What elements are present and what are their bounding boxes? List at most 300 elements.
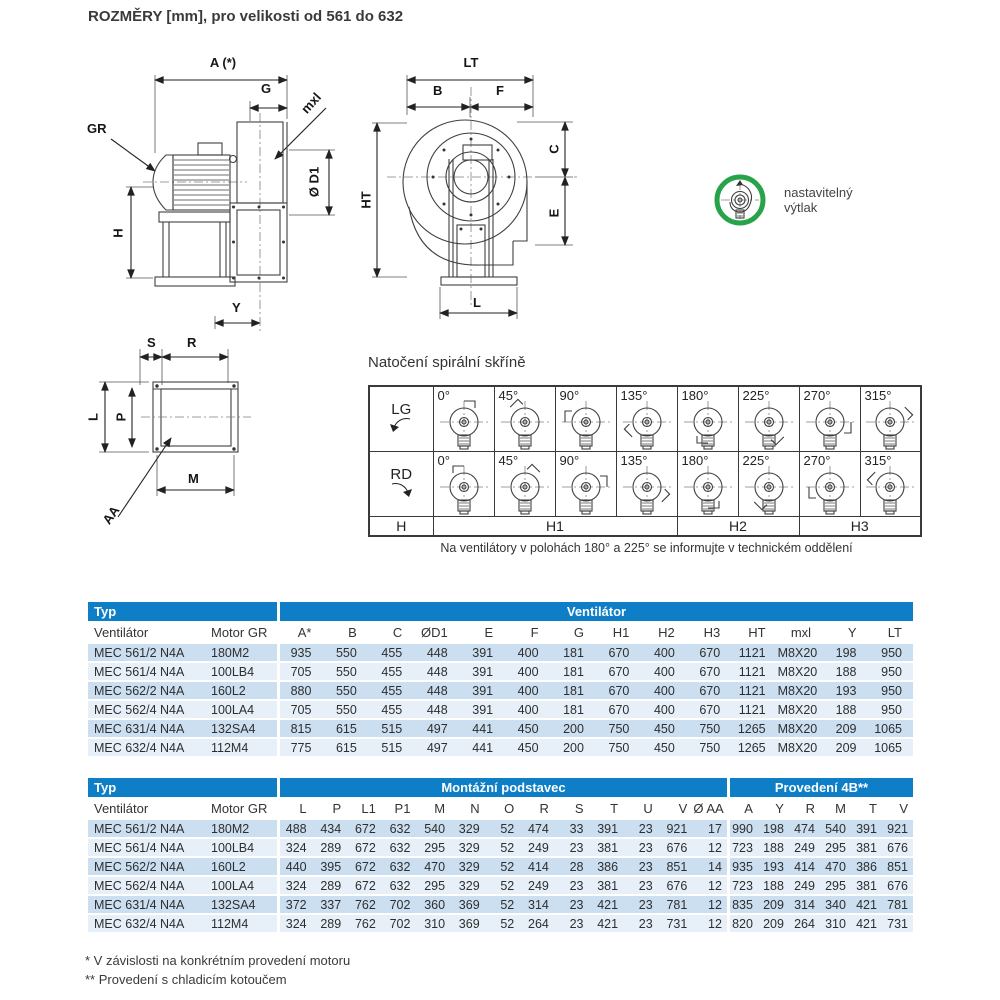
table-cell: 421: [851, 896, 882, 915]
fan-orientation-diagram: [682, 463, 734, 515]
adjustable-outlet-icon: [712, 172, 768, 228]
table-cell: 450: [640, 739, 685, 758]
column-header: G: [550, 621, 595, 644]
rotation-cell-rd-45: [494, 451, 555, 516]
angle-label: 90°: [559, 452, 580, 468]
rotation-cell-rd-0: [433, 451, 494, 516]
table-cell: 23: [554, 915, 589, 934]
page-title: ROZMĚRY [mm], pro velikosti od 561 do 632: [88, 8, 404, 25]
table-cell: 23: [623, 915, 658, 934]
table-cell: 1121: [731, 701, 776, 720]
table-cell: 455: [368, 682, 413, 701]
table-cell: 295: [820, 839, 851, 858]
table-cell: 52: [485, 896, 520, 915]
column-header: M: [415, 797, 450, 820]
base-view-drawing: [85, 335, 365, 560]
table-cell: 23: [623, 877, 658, 896]
ccw-rotation-arrow-icon: [389, 416, 413, 432]
table-cell: 550: [322, 701, 367, 720]
dim-label-mxl: mxl: [297, 89, 325, 117]
rotation-cell-rd-180: [677, 451, 738, 516]
dim-label-aa: AA: [99, 503, 123, 527]
angle-label: 0°: [437, 452, 450, 468]
table-cell: MEC 562/2 N4A: [88, 682, 205, 701]
table-cell: 434: [312, 820, 347, 839]
table-cell: 391: [459, 682, 504, 701]
rotation-row-label-rd: RD: [369, 451, 433, 516]
dim-label-l: L: [473, 295, 481, 310]
angle-label: 90°: [559, 388, 580, 403]
table-cell: 815: [277, 720, 322, 739]
table-cell: 615: [322, 720, 367, 739]
table-cell: 200: [550, 720, 595, 739]
table-cell: 990: [727, 820, 758, 839]
angle-label: 315°: [864, 452, 892, 468]
footnote-1: * V závislosti na konkrétním provedení motoru: [85, 953, 351, 968]
table-cell: 731: [658, 915, 693, 934]
table-cell: M8X20: [777, 663, 822, 682]
table-cell: 474: [519, 820, 554, 839]
table-cell: 264: [519, 915, 554, 934]
table-cell: M8X20: [777, 739, 822, 758]
angle-label: 45°: [498, 452, 519, 468]
table-cell: 421: [588, 896, 623, 915]
table-cell: 264: [789, 915, 820, 934]
table-cell: 200: [550, 739, 595, 758]
table-cell: 448: [413, 682, 458, 701]
column-header: V: [658, 797, 693, 820]
table-cell: MEC 562/4 N4A: [88, 701, 205, 720]
rotation-cell-lg-270: [799, 386, 860, 451]
table-row: [88, 701, 913, 720]
fan-orientation-diagram: [743, 398, 795, 450]
side-view-drawing: [85, 55, 365, 345]
dim-label-s: S: [147, 335, 156, 350]
table-cell: 550: [322, 644, 367, 663]
fan-orientation-diagram: [804, 398, 856, 450]
table-cell: 400: [504, 663, 549, 682]
table-cell: 497: [413, 720, 458, 739]
height-group-row: [369, 516, 921, 536]
column-header: O: [485, 797, 520, 820]
spec-table: [88, 778, 913, 934]
column-header: F: [504, 621, 549, 644]
fan-orientation-diagram: [621, 398, 673, 450]
column-header: Ventilátor: [88, 797, 205, 820]
spec-table: [88, 602, 913, 758]
rotation-cell-lg-225: [738, 386, 799, 451]
table-cell: 400: [640, 644, 685, 663]
table-cell: 188: [822, 663, 867, 682]
table-cell: 112M4: [205, 739, 277, 758]
table-cell: 324: [277, 839, 312, 858]
table-cell: 723: [727, 839, 758, 858]
section-label: Ventilátor: [277, 602, 913, 621]
table-cell: 329: [450, 877, 485, 896]
table-cell: 249: [519, 839, 554, 858]
table-cell: 249: [789, 839, 820, 858]
column-header: LT: [867, 621, 913, 644]
angle-label: 225°: [742, 388, 770, 403]
table-section-header-row: [88, 778, 913, 797]
table-cell: 188: [758, 839, 789, 858]
dim-label-e: E: [546, 208, 562, 218]
dim-label-a: A (*): [209, 55, 237, 70]
table-cell: 289: [312, 915, 347, 934]
table-row: [88, 915, 913, 934]
table-cell: 17: [692, 820, 727, 839]
column-header: M: [820, 797, 851, 820]
table-cell: 702: [381, 896, 416, 915]
table-cell: 921: [658, 820, 693, 839]
table-cell: 340: [820, 896, 851, 915]
table-cell: 198: [822, 644, 867, 663]
table-cell: M8X20: [777, 682, 822, 701]
column-header: Ø AA: [692, 797, 727, 820]
column-header: R: [789, 797, 820, 820]
dim-label-b: B: [433, 83, 443, 98]
dim-label-h: H: [110, 228, 126, 238]
rotation-cell-rd-90: [555, 451, 616, 516]
table-column-header-row: [88, 621, 913, 644]
angle-label: 225°: [742, 452, 770, 468]
table-cell: 414: [519, 858, 554, 877]
dim-label-gr: GR: [87, 121, 107, 136]
table-cell: 781: [658, 896, 693, 915]
table-cell: 632: [381, 820, 416, 839]
column-header: H1: [595, 621, 640, 644]
table-cell: 450: [640, 720, 685, 739]
column-header: B: [322, 621, 367, 644]
angle-label: 45°: [498, 388, 519, 403]
rotation-row: [369, 386, 921, 451]
table-cell: 314: [519, 896, 554, 915]
table-cell: 450: [504, 739, 549, 758]
table-cell: 441: [459, 739, 504, 758]
section-label: Montážní podstavec: [277, 778, 727, 797]
table-cell: 670: [686, 701, 731, 720]
table-cell: 372: [277, 896, 312, 915]
table-cell: 188: [822, 701, 867, 720]
table-cell: MEC 561/2 N4A: [88, 820, 205, 839]
table-cell: 540: [820, 820, 851, 839]
badge-line-2: výtlak: [784, 200, 818, 215]
fan-orientation-diagram: [438, 398, 490, 450]
table-cell: 676: [882, 877, 913, 896]
cw-rotation-arrow-icon: [389, 481, 413, 497]
height-group-label: H: [369, 516, 433, 536]
fan-orientation-diagram: [499, 463, 551, 515]
table-cell: 497: [413, 739, 458, 758]
table-cell: 188: [758, 877, 789, 896]
dim-label-r: R: [187, 335, 197, 350]
table-cell: 23: [623, 839, 658, 858]
table-cell: 672: [346, 820, 381, 839]
table-cell: 448: [413, 701, 458, 720]
column-header: L: [277, 797, 312, 820]
table-row: [88, 682, 913, 701]
fan-dimensions-table-holder: [88, 602, 913, 758]
fan-orientation-diagram: [499, 398, 551, 450]
table-cell: 295: [820, 877, 851, 896]
table-cell: 750: [686, 720, 731, 739]
table-cell: 33: [554, 820, 589, 839]
table-cell: 391: [459, 663, 504, 682]
fan-orientation-diagram: [864, 463, 916, 515]
column-header: ØD1: [413, 621, 458, 644]
table-cell: 52: [485, 915, 520, 934]
rotation-cell-lg-45: [494, 386, 555, 451]
rotation-cell-rd-135: [616, 451, 677, 516]
footnote-2: ** Provedení s chladicím kotoučem: [85, 972, 287, 987]
table-cell: 750: [686, 739, 731, 758]
table-row: [88, 644, 913, 663]
table-cell: 386: [588, 858, 623, 877]
table-cell: 670: [686, 682, 731, 701]
table-cell: 193: [822, 682, 867, 701]
table-cell: 381: [588, 839, 623, 858]
section-label: Typ: [88, 778, 277, 797]
table-cell: 670: [686, 663, 731, 682]
table-cell: 670: [595, 682, 640, 701]
table-cell: 329: [450, 858, 485, 877]
table-cell: 249: [519, 877, 554, 896]
angle-label: 135°: [620, 452, 648, 468]
table-cell: 515: [368, 720, 413, 739]
table-cell: 209: [758, 896, 789, 915]
table-cell: 775: [277, 739, 322, 758]
rotation-cell-lg-315: [860, 386, 921, 451]
table-cell: MEC 561/4 N4A: [88, 839, 205, 858]
badge-line-1: nastavitelný: [784, 185, 853, 200]
table-cell: 14: [692, 858, 727, 877]
table-cell: 448: [413, 644, 458, 663]
table-cell: 23: [554, 877, 589, 896]
column-header: HT: [731, 621, 776, 644]
table-cell: 670: [595, 663, 640, 682]
table-cell: 1265: [731, 739, 776, 758]
table-cell: 181: [550, 701, 595, 720]
rotation-cell-lg-90: [555, 386, 616, 451]
column-header: H3: [686, 621, 731, 644]
column-header: P1: [381, 797, 416, 820]
table-cell: M8X20: [777, 644, 822, 663]
table-cell: 820: [727, 915, 758, 934]
dim-label-ht: HT: [358, 191, 374, 209]
table-cell: 100LB4: [205, 839, 277, 858]
table-cell: 12: [692, 896, 727, 915]
column-header: A: [727, 797, 758, 820]
table-cell: 180M2: [205, 644, 277, 663]
column-header: L1: [346, 797, 381, 820]
table-cell: 23: [623, 896, 658, 915]
table-cell: 381: [851, 877, 882, 896]
rotation-table: [368, 385, 922, 537]
table-cell: 400: [504, 644, 549, 663]
table-cell: 381: [588, 877, 623, 896]
table-cell: 921: [882, 820, 913, 839]
table-cell: 1265: [731, 720, 776, 739]
rotation-cell-lg-0: [433, 386, 494, 451]
base-view-lines: [85, 335, 365, 560]
table-cell: 23: [623, 820, 658, 839]
column-header: Motor GR: [205, 797, 277, 820]
table-cell: MEC 631/4 N4A: [88, 720, 205, 739]
table-cell: 1121: [731, 644, 776, 663]
table-cell: 160L2: [205, 682, 277, 701]
table-cell: 676: [658, 839, 693, 858]
fan-orientation-diagram: [743, 463, 795, 515]
height-group-label: H3: [799, 516, 921, 536]
table-cell: 540: [415, 820, 450, 839]
table-cell: 23: [623, 858, 658, 877]
table-cell: MEC 632/4 N4A: [88, 915, 205, 934]
column-header: C: [368, 621, 413, 644]
column-header: Y: [758, 797, 789, 820]
column-header: R: [519, 797, 554, 820]
dim-label-m: M: [188, 471, 199, 486]
table-cell: 100LA4: [205, 701, 277, 720]
table-cell: 935: [277, 644, 322, 663]
table-cell: 835: [727, 896, 758, 915]
fan-orientation-diagram: [438, 463, 490, 515]
table-cell: 381: [851, 839, 882, 858]
table-cell: 676: [882, 839, 913, 858]
table-cell: 391: [459, 701, 504, 720]
angle-label: 0°: [437, 388, 450, 403]
rotation-cell-rd-270: [799, 451, 860, 516]
table-cell: 112M4: [205, 915, 277, 934]
table-cell: 400: [640, 663, 685, 682]
table-cell: 1065: [867, 739, 913, 758]
table-cell: 400: [504, 701, 549, 720]
section-label: Provedení 4B**: [727, 778, 913, 797]
table-cell: 324: [277, 877, 312, 896]
table-cell: 310: [415, 915, 450, 934]
table-cell: 100LA4: [205, 877, 277, 896]
table-row: [88, 896, 913, 915]
table-row: [88, 739, 913, 758]
table-cell: 781: [882, 896, 913, 915]
column-header: T: [851, 797, 882, 820]
table-cell: 670: [686, 644, 731, 663]
table-row: [88, 877, 913, 896]
table-cell: 474: [789, 820, 820, 839]
table-row: [88, 663, 913, 682]
table-cell: 52: [485, 877, 520, 896]
table-cell: 23: [554, 839, 589, 858]
table-cell: 314: [789, 896, 820, 915]
table-cell: 289: [312, 877, 347, 896]
table-cell: 1065: [867, 720, 913, 739]
table-cell: 750: [595, 720, 640, 739]
rotation-cell-rd-225: [738, 451, 799, 516]
table-cell: 400: [640, 701, 685, 720]
table-cell: 391: [459, 644, 504, 663]
table-cell: 295: [415, 839, 450, 858]
table-cell: 391: [588, 820, 623, 839]
table-cell: 310: [820, 915, 851, 934]
table-cell: M8X20: [777, 720, 822, 739]
table-cell: 295: [415, 877, 450, 896]
table-cell: 448: [413, 663, 458, 682]
table-cell: 369: [450, 915, 485, 934]
fan-orientation-diagram: [560, 398, 612, 450]
table-cell: 676: [658, 877, 693, 896]
column-header: S: [554, 797, 589, 820]
table-cell: 181: [550, 663, 595, 682]
fan-orientation-diagram: [682, 398, 734, 450]
fan-orientation-diagram: [864, 398, 916, 450]
badge-text: [784, 185, 853, 215]
table-cell: 670: [595, 644, 640, 663]
table-cell: 705: [277, 701, 322, 720]
rotation-heading: Natočení spirální skříně: [368, 354, 526, 371]
table-cell: 329: [450, 839, 485, 858]
angle-label: 180°: [681, 452, 709, 468]
table-cell: 421: [588, 915, 623, 934]
table-cell: 52: [485, 858, 520, 877]
table-cell: 851: [658, 858, 693, 877]
table-cell: 193: [758, 858, 789, 877]
table-cell: 23: [554, 896, 589, 915]
table-cell: 198: [758, 820, 789, 839]
table-cell: 550: [322, 663, 367, 682]
table-cell: 52: [485, 820, 520, 839]
table-cell: 28: [554, 858, 589, 877]
column-header: T: [588, 797, 623, 820]
rotation-cell-lg-180: [677, 386, 738, 451]
table-cell: 950: [867, 682, 913, 701]
dim-label-p: P: [113, 412, 129, 422]
rotation-row: [369, 451, 921, 516]
table-cell: MEC 562/2 N4A: [88, 858, 205, 877]
table-cell: 360: [415, 896, 450, 915]
table-cell: MEC 561/4 N4A: [88, 663, 205, 682]
table-cell: 160L2: [205, 858, 277, 877]
column-header: Motor GR: [205, 621, 277, 644]
table-cell: 615: [322, 739, 367, 758]
column-header: mxl: [777, 621, 822, 644]
table-cell: 672: [346, 839, 381, 858]
table-cell: 950: [867, 701, 913, 720]
table-cell: 1121: [731, 663, 776, 682]
column-header: U: [623, 797, 658, 820]
dim-label-lt: LT: [463, 55, 479, 70]
front-view-drawing: [358, 55, 665, 345]
table-cell: 400: [640, 682, 685, 701]
column-header: Y: [822, 621, 867, 644]
table-cell: 100LB4: [205, 663, 277, 682]
table-cell: 209: [822, 720, 867, 739]
table-cell: 672: [346, 877, 381, 896]
rotation-cell-rd-315: [860, 451, 921, 516]
height-group-label: H2: [677, 516, 799, 536]
table-cell: 702: [381, 915, 416, 934]
angle-label: 135°: [620, 388, 648, 403]
table-cell: MEC 562/4 N4A: [88, 877, 205, 896]
table-cell: 12: [692, 877, 727, 896]
table-cell: 369: [450, 896, 485, 915]
table-cell: 414: [789, 858, 820, 877]
table-cell: MEC 631/4 N4A: [88, 896, 205, 915]
table-cell: 450: [504, 720, 549, 739]
table-cell: 440: [277, 858, 312, 877]
column-header: A*: [277, 621, 322, 644]
table-cell: 723: [727, 877, 758, 896]
front-view-lines: [365, 55, 665, 345]
table-cell: 52: [485, 839, 520, 858]
